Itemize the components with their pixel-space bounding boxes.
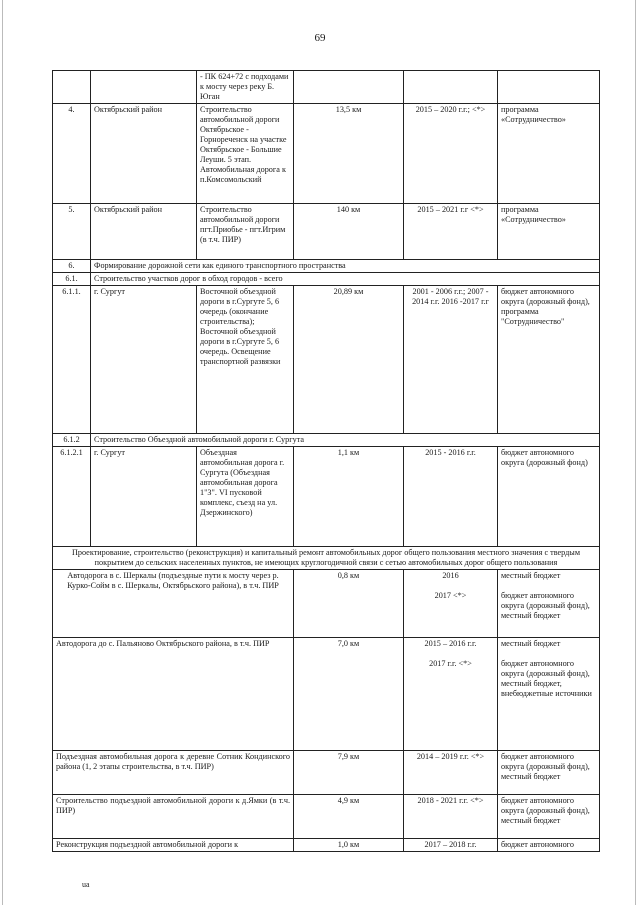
table-row (53, 638, 600, 751)
row-district (91, 71, 197, 104)
row-period: 2018 - 2021 г.г. <*> (404, 795, 498, 839)
row-district: г. Сургут (91, 447, 197, 547)
scan-edge-right (635, 0, 636, 905)
table-row (53, 447, 600, 547)
row-source: бюджет автономного округа (дорожный фонд) (498, 447, 600, 547)
footer-mark: ua (82, 880, 90, 889)
row-period: 2015 - 2016 г.г. (404, 447, 498, 547)
row-object: Подъездная автомобильная дорога к деревне Сотник Кондинского района (1, 2 этапы строительства, в т.ч. ПИР) (53, 751, 294, 795)
row-district: Октябрьский район (91, 104, 197, 204)
row-source (498, 71, 600, 104)
row-source (498, 638, 600, 751)
row-object: Восточной объездной дороги в г.Сургуте 5, 6 очередь (окончание строительства); Восточной объездной дороги в г.Сургуте 5, 6 очередь. Освещение транспортной развязки (197, 286, 294, 434)
table-row (53, 71, 600, 104)
row-length: 0,8 км (294, 570, 404, 638)
row-source-1: местный бюджет (501, 571, 561, 580)
scan-edge-left (2, 0, 3, 905)
table-row (53, 570, 600, 638)
row-object: Автодорога до с. Пальяново Октябрьского района, в т.ч. ПИР (53, 638, 294, 751)
row-length (294, 71, 404, 104)
row-source (498, 570, 600, 638)
row-source: бюджет автономного округа (дорожный фонд), местный бюджет (498, 751, 600, 795)
row-district: Октябрьский район (91, 204, 197, 260)
table-row (53, 751, 600, 795)
row-period-2: 2017 <*> (434, 591, 467, 600)
row-num (53, 71, 91, 104)
row-length: 4,9 км (294, 795, 404, 839)
row-period (404, 570, 498, 638)
section-row (53, 547, 600, 570)
section-num: 6.1. (53, 273, 91, 286)
row-object: - ПК 624+72 с подходами к мосту через реку Б. Юган (197, 71, 294, 104)
row-object: Реконструкция подъездной автомобильной дороги к (53, 839, 294, 852)
table-row (53, 839, 600, 852)
table-row (53, 104, 600, 204)
row-source: бюджет автономного (498, 839, 600, 852)
row-num: 6.1.1. (53, 286, 91, 434)
row-source-2: бюджет автономного округа (дорожный фонд), местный бюджет, внебюджетные источники (501, 659, 592, 698)
row-period-1: 2016 (442, 571, 459, 580)
section-title: Строительство участков дорог в обход городов - всего (91, 273, 600, 286)
row-source: программа «Сотрудничество» (498, 204, 600, 260)
row-period: 2015 – 2020 г.г.; <*> (404, 104, 498, 204)
row-length: 7,0 км (294, 638, 404, 751)
section-title: Строительство Объездной автомобильной дороги г. Сургута (91, 434, 600, 447)
row-source-1: местный бюджет (501, 639, 561, 648)
section-row (53, 260, 600, 273)
section-row (53, 434, 600, 447)
row-period: 2001 - 2006 г.г.; 2007 - 2014 г.г. 2016 -2017 г.г (404, 286, 498, 434)
row-period: 2014 – 2019 г.г. <*> (404, 751, 498, 795)
row-object: Объездная автомобильная дорога г. Сургута (Объездная автомобильная дорога 1"З". VI пусковой комплекс, съезд на ул. Дзержинского) (197, 447, 294, 547)
row-length: 20,89 км (294, 286, 404, 434)
section-title: Проектирование, строительство (реконструкция) и капитальный ремонт автомобильных дорог общего пользования местного значения с твердым покрытием до сельских населенных пунктов, не имеющих круглогодичной связи с сетью автомобильных дорог общего пользования (53, 547, 600, 570)
roads-table (52, 70, 600, 852)
row-object: Строительство автомобильной дороги Октябрьское - Горнореченск на участке Октябрьское - Большие Леуши. 5 этап. Автомобильная дорога к п.Комсомольский (197, 104, 294, 204)
row-length: 13,5 км (294, 104, 404, 204)
row-length: 7,9 км (294, 751, 404, 795)
row-object: Строительство автомобильной дороги пгт.Приобье - пгт.Игрим (в т.ч. ПИР) (197, 204, 294, 260)
row-source-2: бюджет автономного округа (дорожный фонд), местный бюджет (501, 591, 590, 620)
row-num: 4. (53, 104, 91, 204)
row-source: бюджет автономного округа (дорожный фонд), программа "Сотрудничество" (498, 286, 600, 434)
row-period: 2017 – 2018 г.г. (404, 839, 498, 852)
row-num: 6.1.2.1 (53, 447, 91, 547)
row-period-1: 2015 – 2016 г.г. (424, 639, 477, 648)
row-district: г. Сургут (91, 286, 197, 434)
row-num: 5. (53, 204, 91, 260)
table-row (53, 286, 600, 434)
row-object: Автодорога в с. Шеркалы (подъездные пути к мосту через р. Курко-Сойм в с. Шеркалы, Октябрьского района), в т.ч. ПИР (53, 570, 294, 638)
page-number: 69 (314, 32, 326, 44)
section-num: 6. (53, 260, 91, 273)
row-period (404, 71, 498, 104)
section-num: 6.1.2 (53, 434, 91, 447)
row-period (404, 638, 498, 751)
row-source: программа «Сотрудничество» (498, 104, 600, 204)
row-object: Строительство подъездной автомобильной дороги к д.Ямки (в т.ч. ПИР) (53, 795, 294, 839)
table-row (53, 795, 600, 839)
section-row (53, 273, 600, 286)
row-source: бюджет автономного округа (дорожный фонд), местный бюджет (498, 795, 600, 839)
row-period: 2015 – 2021 г.г <*> (404, 204, 498, 260)
row-length: 140 км (294, 204, 404, 260)
table-row (53, 204, 600, 260)
row-length: 1,0 км (294, 839, 404, 852)
section-title: Формирование дорожной сети как единого транспортного пространства (91, 260, 600, 273)
row-period-2: 2017 г.г. <*> (429, 659, 472, 668)
row-length: 1,1 км (294, 447, 404, 547)
